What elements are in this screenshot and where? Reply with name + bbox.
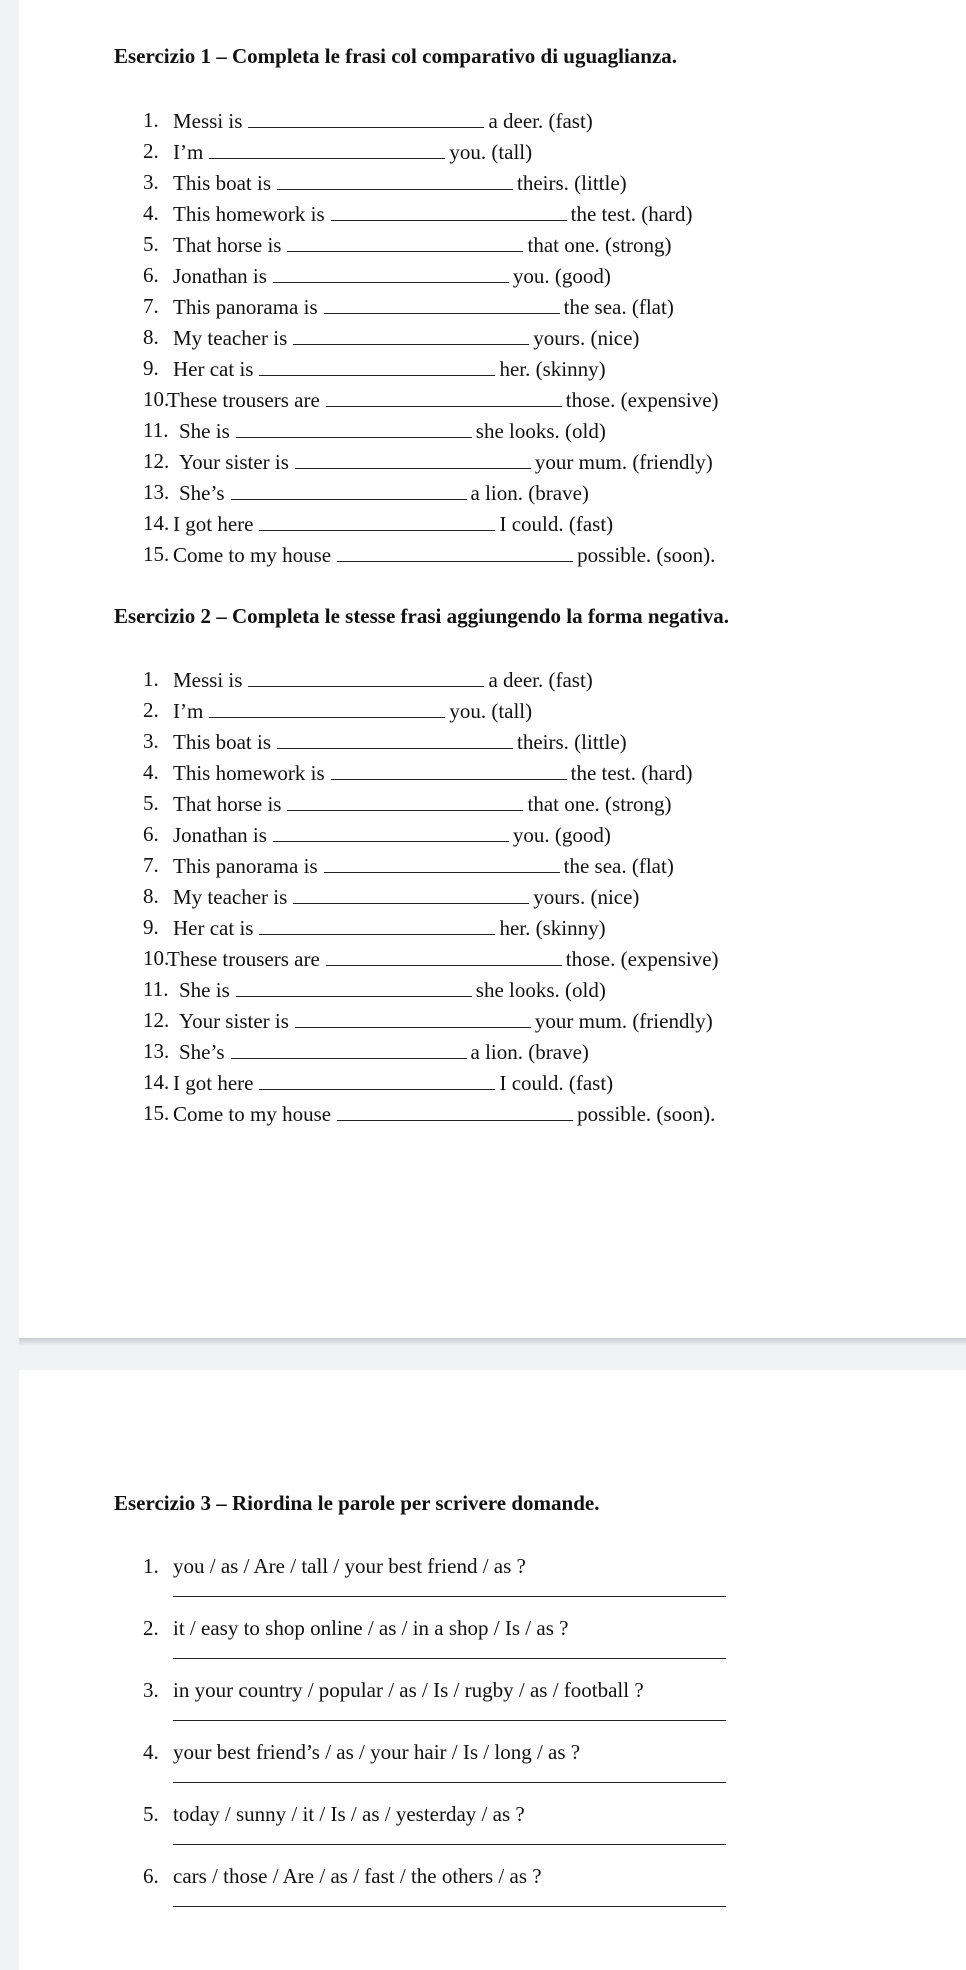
answer-line[interactable] <box>173 1906 726 1907</box>
item-number: 13. <box>143 480 170 504</box>
exercise2-item <box>143 819 843 850</box>
worksheet-page-2 <box>19 1370 966 1970</box>
sentence-end: a lion. (brave) <box>470 481 589 505</box>
exercise2-item <box>143 974 843 1005</box>
item-number: 3. <box>143 170 159 194</box>
exercise1-item <box>143 198 843 229</box>
item-number: 3. <box>143 729 159 753</box>
sentence-start: This boat is <box>173 730 271 754</box>
sentence <box>179 477 589 508</box>
sentence-end: I could. (fast) <box>499 512 614 536</box>
sentence <box>173 664 593 695</box>
item-number: 4. <box>143 760 159 784</box>
answer-line[interactable] <box>173 1596 726 1597</box>
exercise2-item <box>143 726 843 757</box>
sentence <box>179 1036 589 1067</box>
item-number: 3. <box>143 1678 159 1702</box>
answer-blank[interactable] <box>331 757 567 780</box>
sentence-end: the sea. (flat) <box>563 295 674 319</box>
sentence <box>179 415 606 446</box>
sentence-start: Come to my house <box>173 543 332 567</box>
item-number: 14. <box>143 511 170 535</box>
sentence-end: the test. (hard) <box>570 761 693 785</box>
exercise1-item <box>143 384 843 415</box>
item-number: 2. <box>143 1616 159 1640</box>
sentence-start: I got here <box>173 512 254 536</box>
item-number: 9. <box>143 356 159 380</box>
sentence-start: She is <box>179 978 230 1002</box>
exercise1-item <box>143 291 843 322</box>
sentence-start: She’s <box>179 481 225 505</box>
sentence <box>173 539 715 570</box>
exercise2-item <box>143 1067 843 1098</box>
exercise2-item <box>143 943 843 974</box>
sentence-start: That horse is <box>173 233 282 257</box>
item-number: 12. <box>143 1008 170 1032</box>
answer-blank[interactable] <box>293 322 529 345</box>
sentence-start: Messi is <box>173 668 243 692</box>
sentence <box>179 974 606 1005</box>
sentence-end: possible. (soon). <box>577 1102 716 1126</box>
answer-blank[interactable] <box>287 788 523 811</box>
sentence-end: that one. (strong) <box>527 792 672 816</box>
exercise1-item <box>143 353 843 384</box>
exercise2-item <box>143 757 843 788</box>
scrambled-words: you / as / Are / tall / your best friend / as ? <box>173 1554 526 1578</box>
sentence-end: your mum. (friendly) <box>534 450 713 474</box>
sentence <box>173 912 606 943</box>
sentence-start: She is <box>179 419 230 443</box>
scrambled-words: it / easy to shop online / as / in a shop / Is / as ? <box>173 1616 569 1640</box>
exercise1-item <box>143 105 843 136</box>
sentence-end: I could. (fast) <box>499 1071 614 1095</box>
sentence-start: My teacher is <box>173 885 288 909</box>
answer-line[interactable] <box>173 1782 726 1783</box>
answer-blank[interactable] <box>337 539 573 562</box>
exercise3-item <box>143 1862 843 1924</box>
sentence-end: a deer. (fast) <box>488 668 593 692</box>
sentence <box>173 508 613 539</box>
sentence-end: she looks. (old) <box>475 978 606 1002</box>
answer-blank[interactable] <box>273 819 509 842</box>
sentence-start: This boat is <box>173 171 271 195</box>
answer-blank[interactable] <box>259 353 495 376</box>
answer-blank[interactable] <box>331 198 567 221</box>
sentence <box>179 446 713 477</box>
answer-blank[interactable] <box>277 167 513 190</box>
item-number: 11. <box>143 418 169 442</box>
answer-blank[interactable] <box>326 384 562 407</box>
exercise1-title: Esercizio 1 – Completa le frasi col comparativo di uguaglianza. <box>114 44 678 68</box>
exercise2-item <box>143 788 843 819</box>
item-number: 6. <box>143 1864 159 1888</box>
answer-blank[interactable] <box>236 415 472 438</box>
exercise1-item <box>143 415 843 446</box>
answer-blank[interactable] <box>295 1005 531 1028</box>
item-number: 6. <box>143 822 159 846</box>
item-number: 8. <box>143 325 159 349</box>
sentence <box>173 353 606 384</box>
sentence <box>173 695 532 726</box>
sentence <box>173 757 693 788</box>
sentence-start: Her cat is <box>173 916 254 940</box>
exercise3-item <box>143 1800 843 1862</box>
sentence-start: This homework is <box>173 202 325 226</box>
sentence <box>173 136 532 167</box>
exercise3-title: Esercizio 3 – Riordina le parole per scrivere domande. <box>114 1491 600 1515</box>
sentence-start: Jonathan is <box>173 264 267 288</box>
item-number: 2. <box>143 698 159 722</box>
answer-line[interactable] <box>173 1720 726 1721</box>
item-number: 10. <box>143 387 170 411</box>
answer-blank[interactable] <box>231 477 467 500</box>
sentence-end: those. (expensive) <box>565 388 719 412</box>
scrambled-words: your best friend’s / as / your hair / Is / long / as ? <box>173 1740 581 1764</box>
sentence-start: That horse is <box>173 792 282 816</box>
scrambled-words: today / sunny / it / Is / as / yesterday / as ? <box>173 1802 525 1826</box>
answer-blank[interactable] <box>259 1067 495 1090</box>
exercise3-item <box>143 1614 843 1676</box>
item-number: 12. <box>143 449 170 473</box>
exercise2-item <box>143 695 843 726</box>
exercise1-item <box>143 229 843 260</box>
exercise1-item <box>143 322 843 353</box>
sentence-start: This panorama is <box>173 295 318 319</box>
answer-line[interactable] <box>173 1844 726 1845</box>
exercise3-item <box>143 1552 843 1614</box>
item-number: 15. <box>143 1101 170 1125</box>
answer-blank[interactable] <box>231 1036 467 1059</box>
answer-blank[interactable] <box>273 260 509 283</box>
exercise1-item <box>143 508 843 539</box>
answer-blank[interactable] <box>326 943 562 966</box>
exercise1-item <box>143 539 843 570</box>
sentence-start: This panorama is <box>173 854 318 878</box>
item-number: 10. <box>143 946 170 970</box>
answer-blank[interactable] <box>337 1098 573 1121</box>
sentence-end: her. (skinny) <box>499 357 606 381</box>
sentence-start: I’m <box>173 140 204 164</box>
sentence-end: that one. (strong) <box>527 233 672 257</box>
item-number: 5. <box>143 791 159 815</box>
sentence <box>173 291 674 322</box>
item-number: 14. <box>143 1070 170 1094</box>
sentence-start: This homework is <box>173 761 325 785</box>
sentence-end: a deer. (fast) <box>488 109 593 133</box>
sentence <box>173 322 639 353</box>
sentence <box>167 943 719 974</box>
answer-blank[interactable] <box>209 695 445 718</box>
sentence-start: I’m <box>173 699 204 723</box>
sentence-end: possible. (soon). <box>577 543 716 567</box>
sentence <box>173 105 593 136</box>
sentence-start: Messi is <box>173 109 243 133</box>
sentence-end: you. (tall) <box>449 699 533 723</box>
exercise2-item <box>143 664 843 695</box>
item-number: 15. <box>143 542 170 566</box>
sentence-end: a lion. (brave) <box>470 1040 589 1064</box>
sentence-start: Your sister is <box>179 1009 289 1033</box>
sentence-end: theirs. (little) <box>517 171 627 195</box>
answer-blank[interactable] <box>236 974 472 997</box>
answer-line[interactable] <box>173 1658 726 1659</box>
sentence <box>173 850 674 881</box>
exercise2-item <box>143 912 843 943</box>
sentence-end: yours. (nice) <box>533 885 640 909</box>
sentence-end: she looks. (old) <box>475 419 606 443</box>
exercise1-item <box>143 260 843 291</box>
sentence-start: These trousers are <box>167 388 320 412</box>
sentence-end: the sea. (flat) <box>563 854 674 878</box>
page-separator <box>19 1338 966 1346</box>
sentence-end: those. (expensive) <box>565 947 719 971</box>
item-number: 11. <box>143 977 169 1001</box>
answer-blank[interactable] <box>295 446 531 469</box>
exercise1-list <box>143 105 843 570</box>
exercise1-item <box>143 477 843 508</box>
sentence-start: These trousers are <box>167 947 320 971</box>
answer-blank[interactable] <box>277 726 513 749</box>
sentence <box>173 167 627 198</box>
item-number: 4. <box>143 1740 159 1764</box>
item-number: 4. <box>143 201 159 225</box>
sentence-start: Jonathan is <box>173 823 267 847</box>
item-number: 6. <box>143 263 159 287</box>
sentence <box>173 1067 613 1098</box>
sentence-start: Come to my house <box>173 1102 332 1126</box>
item-number: 1. <box>143 108 159 132</box>
sentence-end: her. (skinny) <box>499 916 606 940</box>
answer-blank[interactable] <box>209 136 445 159</box>
sentence-start: Your sister is <box>179 450 289 474</box>
exercise2-item <box>143 1036 843 1067</box>
answer-blank[interactable] <box>248 664 484 687</box>
sentence <box>173 198 693 229</box>
scrambled-words: cars / those / Are / as / fast / the others / as ? <box>173 1864 542 1888</box>
sentence-end: theirs. (little) <box>517 730 627 754</box>
worksheet-page-1 <box>19 0 966 1338</box>
item-number: 2. <box>143 139 159 163</box>
sentence-start: Her cat is <box>173 357 254 381</box>
exercise1-item <box>143 446 843 477</box>
sentence <box>173 881 639 912</box>
exercise1-item <box>143 136 843 167</box>
item-number: 13. <box>143 1039 170 1063</box>
exercise2-item <box>143 1005 843 1036</box>
sentence-end: you. (good) <box>512 823 611 847</box>
sentence <box>179 1005 713 1036</box>
exercise2-item <box>143 881 843 912</box>
answer-blank[interactable] <box>293 881 529 904</box>
sentence-end: yours. (nice) <box>533 326 640 350</box>
sentence <box>173 260 611 291</box>
answer-blank[interactable] <box>259 508 495 531</box>
item-number: 5. <box>143 232 159 256</box>
exercise3-item <box>143 1738 843 1800</box>
item-number: 7. <box>143 853 159 877</box>
exercise2-item <box>143 850 843 881</box>
sentence <box>173 1098 715 1129</box>
exercise2-item <box>143 1098 843 1129</box>
item-number: 8. <box>143 884 159 908</box>
answer-blank[interactable] <box>248 105 484 128</box>
answer-blank[interactable] <box>259 912 495 935</box>
exercise3-list <box>143 1552 843 1924</box>
sentence <box>173 819 611 850</box>
answer-blank[interactable] <box>287 229 523 252</box>
sentence-start: My teacher is <box>173 326 288 350</box>
sentence-start: I got here <box>173 1071 254 1095</box>
sentence <box>173 726 627 757</box>
item-number: 9. <box>143 915 159 939</box>
answer-blank[interactable] <box>324 850 560 873</box>
sentence-end: the test. (hard) <box>570 202 693 226</box>
sentence <box>173 229 672 260</box>
item-number: 1. <box>143 1554 159 1578</box>
exercise3-item <box>143 1676 843 1738</box>
item-number: 7. <box>143 294 159 318</box>
sentence <box>167 384 719 415</box>
scrambled-words: in your country / popular / as / Is / rugby / as / football ? <box>173 1678 644 1702</box>
exercise2-list <box>143 664 843 1129</box>
item-number: 1. <box>143 667 159 691</box>
sentence <box>173 788 672 819</box>
item-number: 5. <box>143 1802 159 1826</box>
exercise2-title: Esercizio 2 – Completa le stesse frasi aggiungendo la forma negativa. <box>114 604 729 628</box>
sentence-end: you. (good) <box>512 264 611 288</box>
sentence-end: your mum. (friendly) <box>534 1009 713 1033</box>
exercise1-item <box>143 167 843 198</box>
sentence-start: She’s <box>179 1040 225 1064</box>
sentence-end: you. (tall) <box>449 140 533 164</box>
answer-blank[interactable] <box>324 291 560 314</box>
